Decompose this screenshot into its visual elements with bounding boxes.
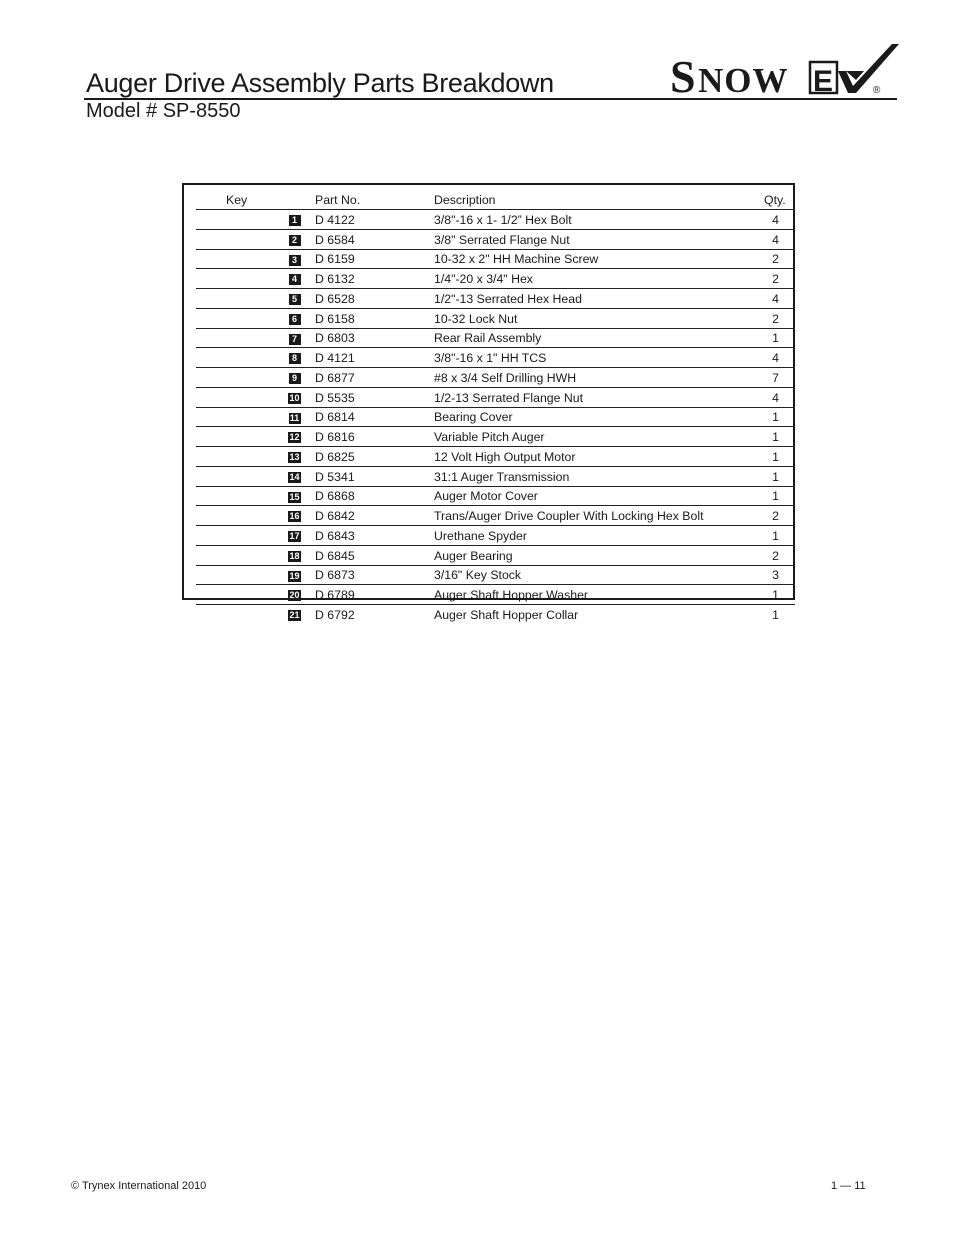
part-number-cell: D 6845 — [315, 545, 434, 565]
header-part-no: Part No. — [315, 189, 434, 210]
qty-cell: 4 — [764, 210, 795, 230]
qty-cell: 1 — [764, 407, 795, 427]
description-cell: 10-32 Lock Nut — [434, 308, 764, 328]
key-cell — [196, 545, 315, 565]
key-cell — [196, 348, 315, 368]
key-badge: 10 — [289, 392, 300, 403]
qty-cell: 4 — [764, 387, 795, 407]
table-row — [196, 249, 795, 269]
key-cell — [196, 585, 315, 605]
part-number-cell: D 5535 — [315, 387, 434, 407]
qty-cell: 4 — [764, 348, 795, 368]
header-qty: Qty. — [764, 189, 795, 210]
description-cell: 12 Volt High Output Motor — [434, 447, 764, 467]
table-row — [196, 466, 795, 486]
qty-cell: 1 — [764, 447, 795, 467]
key-cell — [196, 486, 315, 506]
key-cell — [196, 269, 315, 289]
table-row — [196, 447, 795, 467]
qty-cell: 7 — [764, 368, 795, 388]
part-number-cell: D 4122 — [315, 210, 434, 230]
key-badge: 16 — [289, 511, 300, 522]
table-row — [196, 269, 795, 289]
description-cell: Bearing Cover — [434, 407, 764, 427]
key-badge: 17 — [289, 531, 300, 541]
key-badge: 1 — [289, 215, 301, 226]
key-badge: 9 — [289, 373, 301, 384]
header-key: Key — [196, 189, 315, 210]
key-badge: 13 — [289, 452, 300, 462]
description-cell: 3/16" Key Stock — [434, 565, 764, 585]
table-row — [196, 486, 795, 506]
qty-cell: 2 — [764, 308, 795, 328]
part-number-cell: D 6825 — [315, 447, 434, 467]
registered-mark: ® — [873, 85, 881, 96]
logo-s: S — [670, 51, 696, 100]
qty-cell: 1 — [764, 585, 795, 605]
qty-cell: 3 — [764, 565, 795, 585]
page-title: Auger Drive Assembly Parts Breakdown — [86, 68, 554, 98]
description-cell: 10-32 x 2" HH Machine Screw — [434, 249, 764, 269]
table-row — [196, 368, 795, 388]
key-cell — [196, 249, 315, 269]
key-cell — [196, 526, 315, 546]
description-cell: 31:1 Auger Transmission — [434, 466, 764, 486]
snowex-logo-graphic — [668, 40, 902, 100]
table-row — [196, 328, 795, 348]
description-cell: 3/8"-16 x 1- 1/2” Hex Bolt — [434, 210, 764, 230]
key-badge: 15 — [289, 491, 300, 502]
key-badge: 7 — [289, 334, 301, 345]
table-row — [196, 407, 795, 427]
part-number-cell: D 6843 — [315, 526, 434, 546]
table-row — [196, 348, 795, 368]
logo-e: E — [813, 65, 834, 98]
snowex-logo — [668, 40, 902, 100]
table-header-row — [196, 189, 795, 210]
table-row — [196, 210, 795, 230]
part-number-cell: D 6789 — [315, 585, 434, 605]
key-badge: 3 — [289, 255, 301, 266]
key-cell — [196, 427, 315, 447]
key-badge: 5 — [289, 294, 301, 305]
key-badge: 8 — [289, 353, 301, 364]
description-cell: Auger Shaft Hopper Collar — [434, 607, 579, 622]
description-cell: Auger Bearing — [434, 545, 764, 565]
description-cell: Auger Shaft Hopper Washer — [434, 585, 764, 605]
table-row — [196, 387, 795, 407]
table-row — [196, 229, 795, 249]
parts-table-frame — [182, 183, 795, 622]
qty-cell: 4 — [764, 289, 795, 309]
description-cell: 3/8"-16 x 1" HH TCS — [434, 348, 764, 368]
key-cell — [196, 407, 315, 427]
part-number-cell: D 6528 — [315, 289, 434, 309]
description-cell: Variable Pitch Auger — [434, 427, 764, 447]
part-number-cell: D 4121 — [315, 348, 434, 368]
table-row — [196, 545, 795, 565]
part-number-cell: D 6792 — [315, 607, 355, 622]
key-badge: 6 — [289, 314, 301, 325]
description-cell: Urethane Spyder — [434, 526, 764, 546]
part-number-cell: D 6584 — [315, 229, 434, 249]
description-cell: #8 x 3/4 Self Drilling HWH — [434, 368, 764, 388]
key-badge: 21 — [289, 610, 300, 620]
part-number-cell: D 6814 — [315, 407, 434, 427]
part-number-cell: D 6868 — [315, 486, 434, 506]
qty-cell: 1 — [772, 607, 779, 622]
qty-cell: 1 — [764, 486, 795, 506]
key-badge: 18 — [289, 550, 300, 561]
key-cell — [196, 308, 315, 328]
qty-cell: 1 — [764, 328, 795, 348]
part-number-cell: D 6803 — [315, 328, 434, 348]
description-cell: 1/4"-20 x 3/4" Hex — [434, 269, 764, 289]
description-cell: Rear Rail Assembly — [434, 328, 764, 348]
key-badge: 2 — [289, 235, 301, 246]
checkmark-icon — [838, 44, 899, 93]
table-row — [196, 506, 795, 526]
table-row — [196, 565, 795, 585]
table-row — [196, 289, 795, 309]
model-number: Model # SP-8550 — [86, 100, 241, 122]
key-cell — [196, 328, 315, 348]
qty-cell: 2 — [764, 249, 795, 269]
part-number-cell: D 6842 — [315, 506, 434, 526]
description-cell: Auger Motor Cover — [434, 486, 764, 506]
page-number: 1 — 11 — [831, 1180, 866, 1192]
key-cell — [196, 229, 315, 249]
qty-cell: 4 — [764, 229, 795, 249]
part-number-cell: D 6873 — [315, 565, 434, 585]
key-cell — [196, 387, 315, 407]
qty-cell: 1 — [764, 427, 795, 447]
parts-table-body — [196, 210, 795, 624]
key-cell — [196, 565, 315, 585]
key-badge: 14 — [289, 471, 300, 482]
header-description: Description — [434, 189, 764, 210]
part-number-cell: D 5341 — [315, 466, 434, 486]
key-badge: 12 — [289, 432, 300, 443]
description-cell: 1/2-13 Serrated Flange Nut — [434, 387, 764, 407]
key-badge: 19 — [289, 570, 300, 581]
key-cell — [196, 210, 315, 230]
key-cell — [196, 289, 315, 309]
qty-cell: 1 — [764, 526, 795, 546]
part-number-cell: D 6877 — [315, 368, 434, 388]
key-cell — [196, 605, 315, 624]
description-cell: 3/8" Serrated Flange Nut — [434, 229, 764, 249]
qty-cell: 2 — [764, 545, 795, 565]
part-number-cell: D 6816 — [315, 427, 434, 447]
qty-cell: 2 — [764, 506, 795, 526]
qty-cell: 1 — [764, 466, 795, 486]
table-row — [196, 308, 795, 328]
key-badge: 20 — [289, 590, 300, 601]
description-cell: Trans/Auger Drive Coupler With Locking Hex Bolt — [434, 506, 764, 526]
copyright-notice: © Trynex International 2010 — [71, 1180, 207, 1192]
key-badge: 4 — [289, 274, 301, 285]
table-row — [196, 526, 795, 546]
key-cell — [196, 368, 315, 388]
part-number-cell: D 6158 — [315, 308, 434, 328]
parts-table — [196, 189, 795, 624]
part-number-cell: D 6159 — [315, 249, 434, 269]
table-row — [196, 427, 795, 447]
qty-cell: 2 — [764, 269, 795, 289]
key-cell — [196, 447, 315, 467]
table-row — [196, 605, 795, 624]
logo-now: NOW — [698, 61, 789, 100]
description-cell: 1/2"-13 Serrated Hex Head — [434, 289, 764, 309]
part-number-cell: D 6132 — [315, 269, 434, 289]
key-cell — [196, 466, 315, 486]
key-badge: 11 — [289, 412, 300, 423]
table-row — [196, 585, 795, 605]
key-cell — [196, 506, 315, 526]
